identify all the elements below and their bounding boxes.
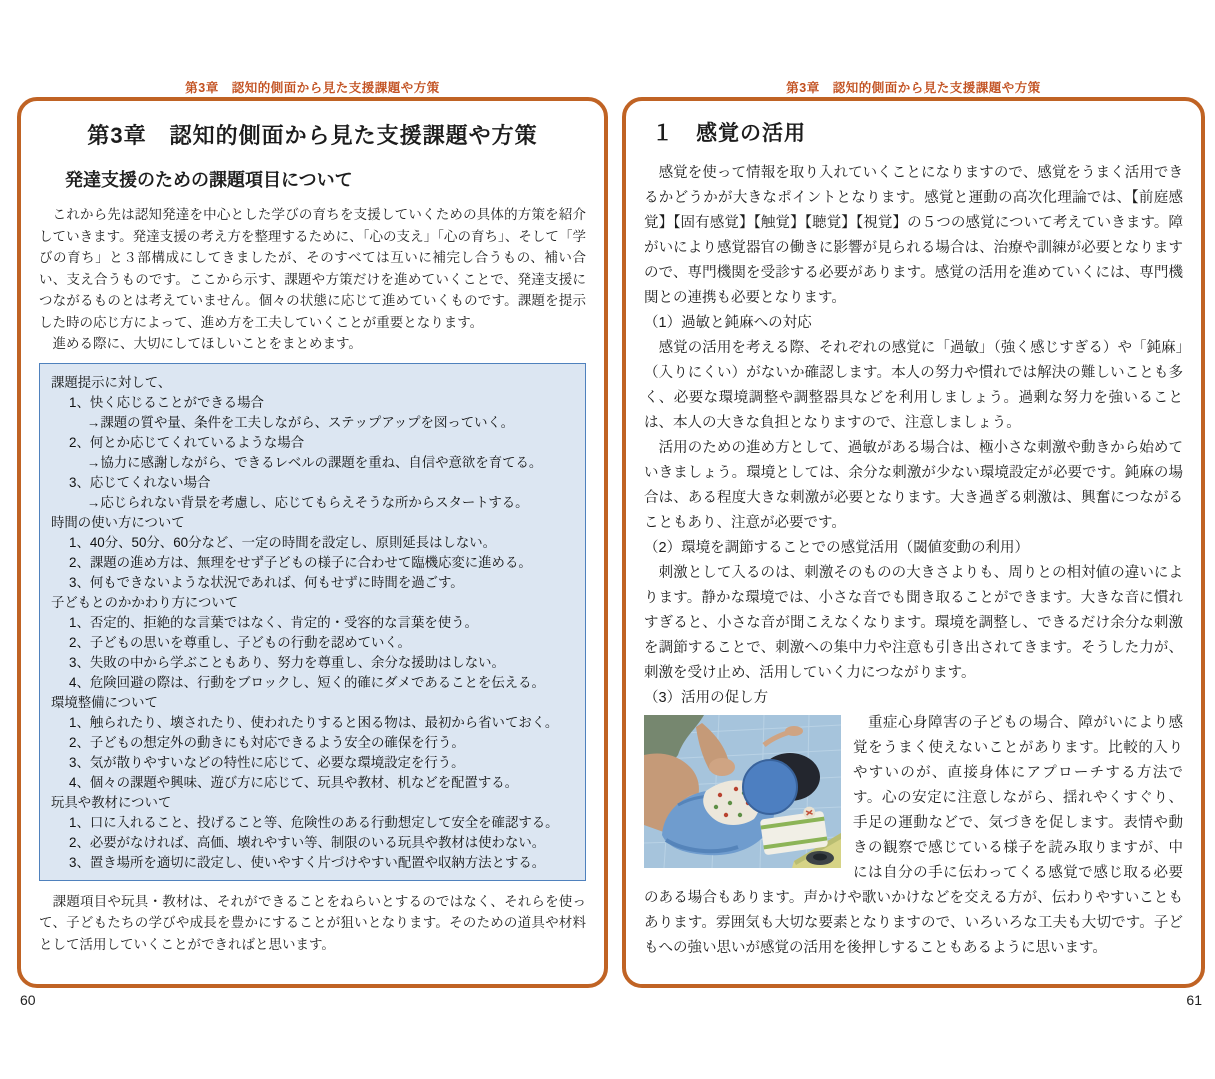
box-line: 2、必要がなければ、高価、壊れやすい等、制限のいる玩具や教材は使わない。 <box>69 834 546 850</box>
box-line: 3、置き場所を適切に設定し、使いやすく片づけやすい配置や収納方法とする。 <box>69 854 546 870</box>
page-left <box>17 97 608 988</box>
intro-paragraph-2: 進める際に、大切にしてほしいことをまとめます。 <box>39 336 362 351</box>
box-line: 1、否定的、拒絶的な言葉ではなく、肯定的・受容的な言葉を使う。 <box>69 614 478 630</box>
task-guidelines-box <box>39 363 586 881</box>
section-title: １ 感覚の活用 <box>652 122 806 145</box>
box-line: 1、40分、50分、60分など、一定の時間を設定し、原則延長はしない。 <box>69 534 497 550</box>
heading-encouraging-use: （3）活用の促し方 <box>644 690 769 706</box>
box-line: →協力に感謝しながら、できるレベルの課題を重ね、自信や意欲を育てる。 <box>87 454 543 470</box>
box-line: →課題の質や量、条件を工夫しながら、ステップアップを図っていく。 <box>87 414 515 430</box>
box-line: 3、気が散りやすいなどの特性に応じて、必要な環境設定を行う。 <box>69 754 465 770</box>
box-line: 子どもとのかかわり方について <box>51 594 239 610</box>
photo-child-sensory-approach <box>644 715 841 868</box>
page-number-right: 61 <box>1186 992 1202 1008</box>
heading-environment-adjustment: （2）環境を調節することでの感覚活用（閾値変動の利用） <box>644 540 1030 556</box>
paragraph-hypersensitivity-1: 感覚の活用を考える際、それぞれの感覚に「過敏」（強く感じすぎる）や「鈍麻」（入りにくい）がないか確認します。本人の努力や慣れでは解決の難しいことも多く、必要な環境調整や調整器具などを利用しましょう。過剰な努力を強いることは、本人の大きな負担となりますので、注意しましょう。 <box>644 340 1183 431</box>
chapter-title: 第3章 認知的側面から見た支援課題や方策 <box>87 123 538 148</box>
box-line: 1、快く応じることができる場合 <box>69 394 264 410</box>
section-subtitle: 発達支援のための課題項目について <box>65 170 353 190</box>
paragraph-hypersensitivity-2: 活用のための進め方として、過敏がある場合は、極小さな刺激や動きから始めていきましょう。環境としては、余分な刺激が少ない環境設定が必要です。鈍麻の場合は、ある程度大きな刺激が必要となります。大き過ぎる刺激は、興奮につながることもあり、注意が必要です。 <box>644 440 1183 531</box>
closing-paragraph: 課題項目や玩具・教材は、それができることをねらいとするのではなく、それらを使って、子どもたちの学びや成長を豊かにすることが狙いとなります。そのための道具や材料として活用していくことができればと思います。 <box>39 893 586 952</box>
box-line: 2、子どもの想定外の動きにも対応できるよう安全の確保を行う。 <box>69 734 465 750</box>
box-line: →応じられない背景を考慮し、応じてもらえそうな所からスタートする。 <box>87 494 529 510</box>
paragraph-encouraging-use <box>644 711 1183 961</box>
box-line: 2、課題の進め方は、無理をせず子どもの様子に合わせて臨機応変に進める。 <box>69 554 532 570</box>
box-line: 環境整備について <box>51 694 158 710</box>
box-line: 1、触られたり、壊されたり、使われたりすると困る物は、最初から省いておく。 <box>69 714 559 730</box>
box-line: 2、何とか応じてくれているような場合 <box>69 434 305 450</box>
box-line: 3、何もできないような状況であれば、何もせずに時間を過ごす。 <box>69 574 464 590</box>
box-line: 3、失敗の中から学ぶこともあり、努力を尊重し、余分な援助はしない。 <box>69 654 505 670</box>
running-head-left: 第3章 認知的側面から見た支援課題や方策 <box>185 81 440 95</box>
box-line: 時間の使い方について <box>51 514 185 530</box>
box-line: 4、危険回避の際は、行動をブロックし、短く的確にダメであることを伝える。 <box>69 674 545 690</box>
running-head-right: 第3章 認知的側面から見た支援課題や方策 <box>786 81 1041 95</box>
box-line: 3、応じてくれない場合 <box>69 474 211 490</box>
intro-paragraph: これから先は認知発達を中心とした学びの育ちを支援していくための具体的方策を紹介していきます。発達支援の考え方を整理するために、「心の支え」「心の育ち」、そして「学びの育ち」と３部構成にしてきましたが、そのすべては互いに補完し合うもの、補い合い、支え合うものです。ここから示す、課題や方策だけを進めていくことで、発達支援につながるものとは考えていません。個々の状態に応じて進めていくものです。課題を提示した時の応じ方によって、進め方を工夫していくことが重要となります。 <box>39 207 586 330</box>
heading-hypersensitivity: （1）過敏と鈍麻への対応 <box>644 315 812 331</box>
box-line: 2、子どもの思いを尊重し、子どもの行動を認めていく。 <box>69 634 411 650</box>
box-line: 4、個々の課題や興味、遊び方に応じて、玩具や教材、机などを配置する。 <box>69 774 519 790</box>
box-line: 課題提示に対して、 <box>51 374 172 390</box>
page-right <box>622 97 1205 988</box>
photo-illustration <box>644 715 841 868</box>
paragraph-text: 重症心身障害の子どもの場合、障がいにより感覚をうまく使えないことがあります。比較的入りやすいのが、直接身体にアプローチする方法です。心の安定に注意しながら、揺れやくすぐり、手足の運動などで、気づきを促します。表情や動きの観察で感じている様子を読み取りますが、中には自分の手に伝わってくる感覚で感じ取る必要のある場合もあります。声かけや歌いかけなどを交える方が、伝わりやすいこともあります。雰囲気も大切な要素となりますので、いろいろな工夫も大切です。子どもへの強い思いが感覚の活用を後押しすることもあるように思います。 <box>644 715 1183 956</box>
page-number-left: 60 <box>20 992 36 1008</box>
box-line: 1、口に入れること、投げること等、危険性のある行動想定して安全を確認する。 <box>69 814 559 830</box>
box-line: 玩具や教材について <box>51 794 172 810</box>
paragraph-senses-intro: 感覚を使って情報を取り入れていくことになりますので、感覚をうまく活用できるかどうかが大きなポイントとなります。感覚と運動の高次化理論では、【前庭感覚】【固有感覚】【触覚】【聴覚】【視覚】の５つの感覚について考えていきます。障がいにより感覚器官の働きに影響が見られる場合は、治療や訓練が必要となりますので、専門機関を受診する必要があります。感覚の活用を進めていくには、専門機関との連携も必要となります。 <box>644 165 1183 306</box>
paragraph-environment-adjustment: 刺激として入るのは、刺激そのものの大きさよりも、周りとの相対値の違いによります。静かな環境では、小さな音でも聞き取ることができます。大きな音に慣れすぎると、小さな音が聞こえなくなります。環境を調整し、できるだけ余分な刺激を調節することで、刺激への集中力や注意も引き出されてきます。そうした力が、刺激を受け止め、活用していく力につながります。 <box>644 565 1183 681</box>
